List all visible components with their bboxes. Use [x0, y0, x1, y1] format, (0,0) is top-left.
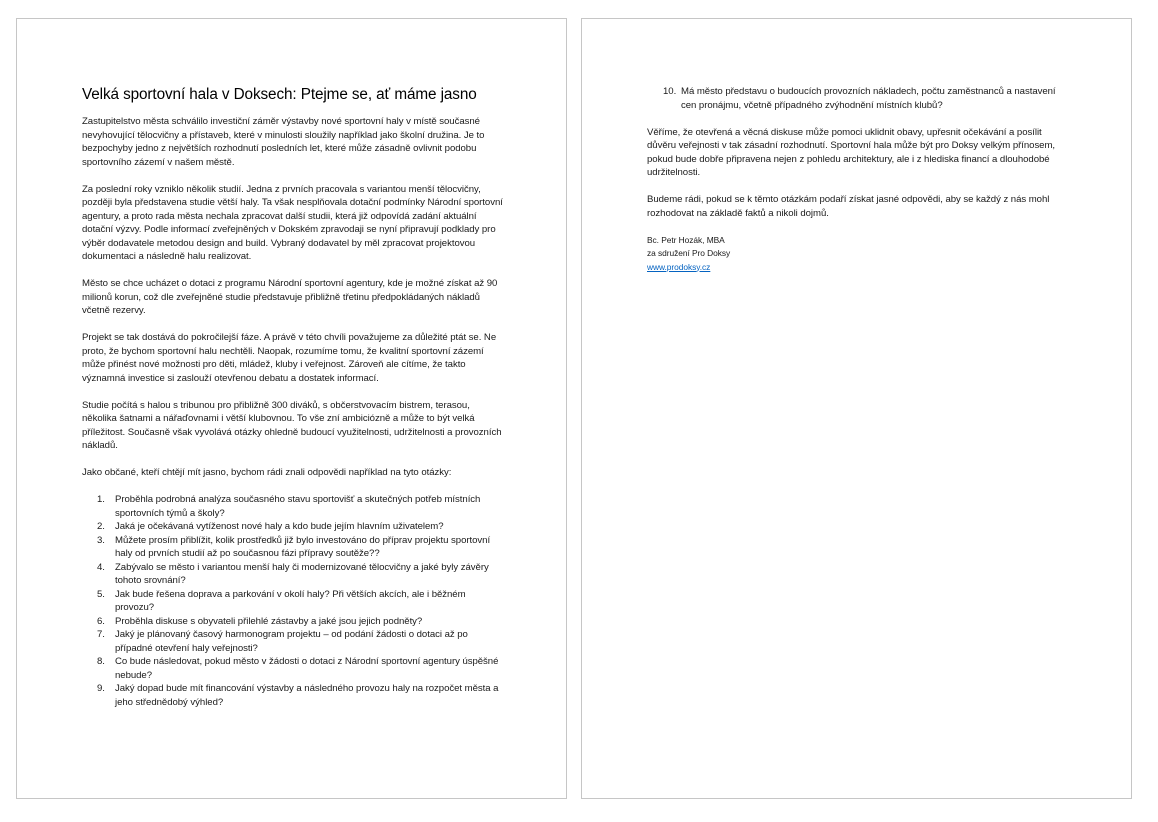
- list-item-text: Proběhla diskuse s obyvateli přilehlé zástavby a jaké jsou jejich podněty?: [115, 615, 423, 627]
- list-item-text: Zabývalo se město i variantou menší haly či modernizované tělocvičny a jaké byly závěry tohoto srovnání?: [115, 561, 489, 586]
- list-item-text: Jaká je očekávaná vytíženost nové haly a kdo bude jejím hlavním uživatelem?: [115, 521, 444, 532]
- list-item-text: Má město představu o budoucích provozních nákladech, počtu zaměstnanců a nastavení cen pronájmu, včetně případného zvýhodnění místních klubů?: [681, 86, 1056, 111]
- list-number: 3.: [97, 534, 105, 546]
- paragraph-subsidy: Město se chce ucházet o dotaci z programu Národní sportovní agentury, kde je možné získat až 90 milionů korun, což dle zveřejněné studie představuje přibližně třetinu předpokládaných nákladů včetně rezervy.: [82, 278, 498, 316]
- list-item-text: Jaký dopad bude mít financování výstavby a následného provozu haly na rozpočet města a jeho střednědobý výhled?: [115, 683, 499, 708]
- list-item-text: Můžete prosím přiblížit, kolik prostředků již bylo investováno do příprav projektu sportovní haly od prvních studií až po současnou fázi přípravy soutěže??: [115, 534, 491, 559]
- list-item-question: [82, 534, 507, 561]
- paragraph-project-phase: Projekt se tak dostává do pokročilejší fáze. A právě v této chvíli považujeme za důležité ptát se. Ne proto, že bychom sportovní halu nechtěli. Naopak, rozumíme tomu, že kvalitní sportovní zázemí může přinést nové možnosti pro děti, mládež, kluby i veřejnost. Zároveň ale cítíme, že takto významná investice si zaslouží otevřenou debatu a dostatek informací.: [82, 332, 497, 384]
- questions-list-continued: [647, 85, 1072, 112]
- list-item-question: [82, 493, 507, 520]
- paragraph-questions-intro: Jako občané, kteří chtějí mít jasno, bychom rádi znali odpovědi například na tyto otázky:: [82, 467, 452, 478]
- list-number: 6.: [97, 615, 105, 627]
- list-number: 9.: [97, 683, 105, 694]
- questions-list: [82, 493, 507, 709]
- list-item-question: [82, 520, 507, 534]
- document-title: Velká sportovní hala v Doksech: Ptejme se, ať máme jasno: [82, 86, 477, 103]
- list-item-question: [82, 628, 507, 655]
- list-item-text: Proběhla podrobná analýza současného stavu sportovišť a skutečných potřeb místních sportovních týmů a školy?: [115, 494, 481, 519]
- list-item-question: [82, 655, 507, 682]
- paragraph-studies: Za poslední roky vzniklo několik studií. Jedna z prvních pracovala s variantou menší tělocvičny, později byla představena studie větší haly. Ta však nesplňovala dotační podmínky Národní sportovní agentury, a proto rada města nechala zpracovat další studii, která již odpovídá zadání aktuální dotační výzvy. Podle informací zveřejněných v Dokském zpravodaji se nyní připravují podklady pro výběr dodavatele metodou design and build. Vybraný dodavatel by měl zpracovat projektovou dokumentaci a následně halu realizovat.: [82, 183, 503, 262]
- list-item-text: Jaký je plánovaný časový harmonogram projektu – od podání žádosti o dotaci až po případné otevření haly veřejnosti?: [115, 629, 468, 654]
- signature-name: Bc. Petr Hozák, MBA: [647, 234, 725, 245]
- list-item-text: Co bude následovat, pokud město v žádosti o dotaci z Národní sportovní agentury úspěšné nebude?: [115, 656, 499, 681]
- list-number: 2.: [97, 521, 105, 532]
- paragraph-intro: Zastupitelstvo města schválilo investiční záměr výstavby nové sportovní haly v místě současné nevyhovující tělocvičny a přístaveb, které v minulosti sloužily například jako školní družina. Je to bezpochyby jedno z největších rozhodnutí posledních let, které může zásadně ovlivnit podobu sportovního zázemí v našem městě.: [82, 116, 485, 168]
- paragraph-study-details: Studie počítá s halou s tribunou pro přibližně 300 diváků, s občerstvovacím bistrem, terasou, několika šatnami a nářaďovnami i větší klubovnou. To vše zní ambiciózně a může to být velká příležitost. Současně však vyvolává otázky ohledně budoucí využitelnosti, udržitelnosti a provozních nákladů.: [82, 399, 502, 451]
- document-page-1: [16, 18, 567, 799]
- list-number: 5.: [97, 588, 105, 600]
- page-2-content: [647, 85, 1072, 274]
- list-item-question: [82, 615, 507, 629]
- paragraph-closing: Věříme, že otevřená a věcná diskuse může pomoci uklidnit obavy, upřesnit očekávání a posílit důvěru veřejnosti v tak zásadní rozhodnutí. Sportovní hala může být pro Doksy velkým přínosem, pokud bude dobře připravena nejen z pohledu architektury, ale i z hlediska financí a dlouhodobé udržitelnosti.: [647, 126, 1056, 178]
- list-item-question: [647, 85, 1072, 112]
- signature-organization: za sdružení Pro Doksy: [647, 248, 731, 258]
- page-1-content: [82, 85, 507, 709]
- list-item-question: [82, 588, 507, 615]
- list-item-question: [82, 561, 507, 588]
- list-item-text: Jak bude řešena doprava a parkování v okolí haly? Při větších akcích, ale i běžném provozu?: [115, 588, 466, 613]
- list-number: 10.: [663, 86, 677, 97]
- list-number: 1.: [97, 494, 105, 505]
- document-page-2: [581, 18, 1132, 799]
- list-item-question: [82, 682, 507, 709]
- signature-block: [647, 234, 1072, 275]
- paragraph-final: Budeme rádi, pokud se k těmto otázkám podaří získat jasné odpovědi, aby se každý z nás mohl rozhodovat na základě faktů a nikoli dojmů.: [647, 194, 1050, 219]
- list-number: 8.: [97, 656, 105, 667]
- list-number: 7.: [97, 629, 105, 640]
- website-link[interactable]: www.prodoksy.cz: [647, 261, 711, 272]
- list-number: 4.: [97, 561, 105, 573]
